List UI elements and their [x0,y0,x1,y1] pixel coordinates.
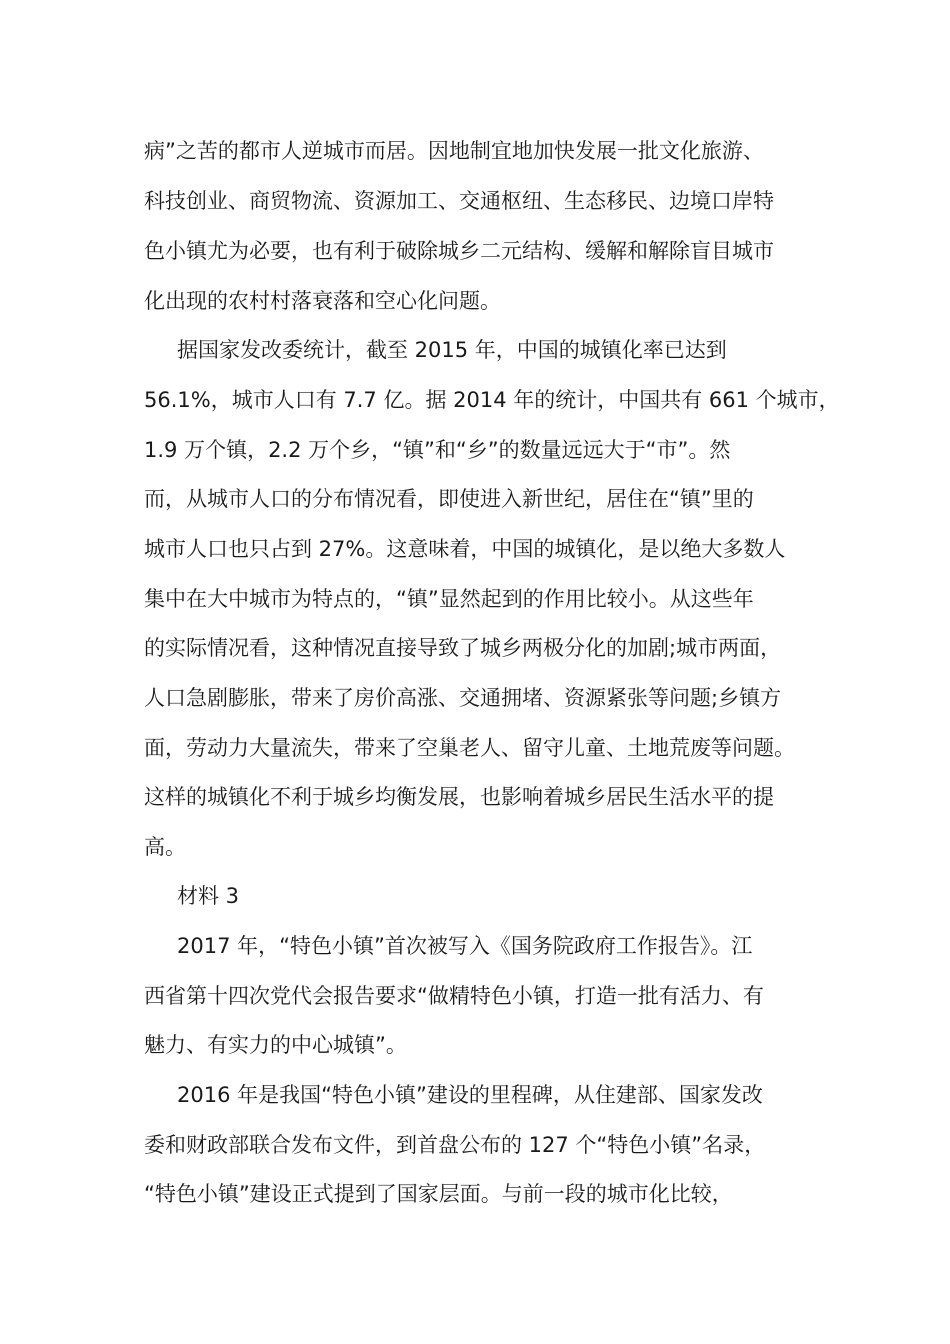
text-line: 集中在大中城市为特点的，“镇”显然起到的作用比较小。从这些年 [144,587,754,611]
text-line: 高。 [144,835,186,859]
text-line: 病”之苦的都市人逆城市而居。因地制宜地加快发展一批文化旅游、 [144,139,764,163]
text-line: 1.9 万个镇，2.2 万个乡，“镇”和“乡”的数量远远大于“市”。然 [144,438,731,462]
paragraph-start: 2017 年，“特色小镇”首次被写入《国务院政府工作报告》。江 [177,934,753,958]
text-line: 面，劳动力大量流失，带来了空巢老人、留守儿童、土地荒废等问题。 [144,736,795,760]
text-line: 科技创业、商贸物流、资源加工、交通枢纽、生态移民、边境口岸特 [144,189,774,213]
text-line: 化出现的农村村落衰落和空心化问题。 [144,289,501,313]
text-line: 而，从城市人口的分布情况看，即使进入新世纪，居住在“镇”里的 [144,487,754,511]
paragraph-start: 据国家发改委统计，截至 2015 年，中国的城镇化率已达到 [177,338,727,362]
section-heading: 材料 3 [177,884,240,908]
text-line: 色小镇尤为必要，也有利于破除城乡二元结构、缓解和解除盲目城市 [144,239,774,263]
text-line: 委和财政部联合发布文件，到首盘公布的 127 个“特色小镇”名录， [144,1133,766,1157]
text-line: 城市人口也只占到 27%。这意味着，中国的城镇化，是以绝大多数人 [144,537,786,561]
text-line: 这样的城镇化不利于城乡均衡发展，也影响着城乡居民生活水平的提 [144,785,774,809]
text-line: 人口急剧膨胀，带来了房价高涨、交通拥堵、资源紧张等问题;乡镇方 [144,686,782,710]
text-line: “特色小镇”建设正式提到了国家层面。与前一段的城市化比较， [144,1182,733,1206]
text-line: 的实际情况看，这种情况直接导致了城乡两极分化的加剧;城市两面， [144,636,782,660]
text-line: 西省第十四次党代会报告要求“做精特色小镇，打造一批有活力、有 [144,984,764,1008]
paragraph-start: 2016 年是我国“特色小镇”建设的里程碑，从住建部、国家发改 [177,1083,763,1107]
text-line: 56.1%，城市人口有 7.7 亿。据 2014 年的统计，中国共有 661 个城市， [144,388,840,412]
text-line: 魅力、有实力的中心城镇”。 [144,1033,407,1057]
